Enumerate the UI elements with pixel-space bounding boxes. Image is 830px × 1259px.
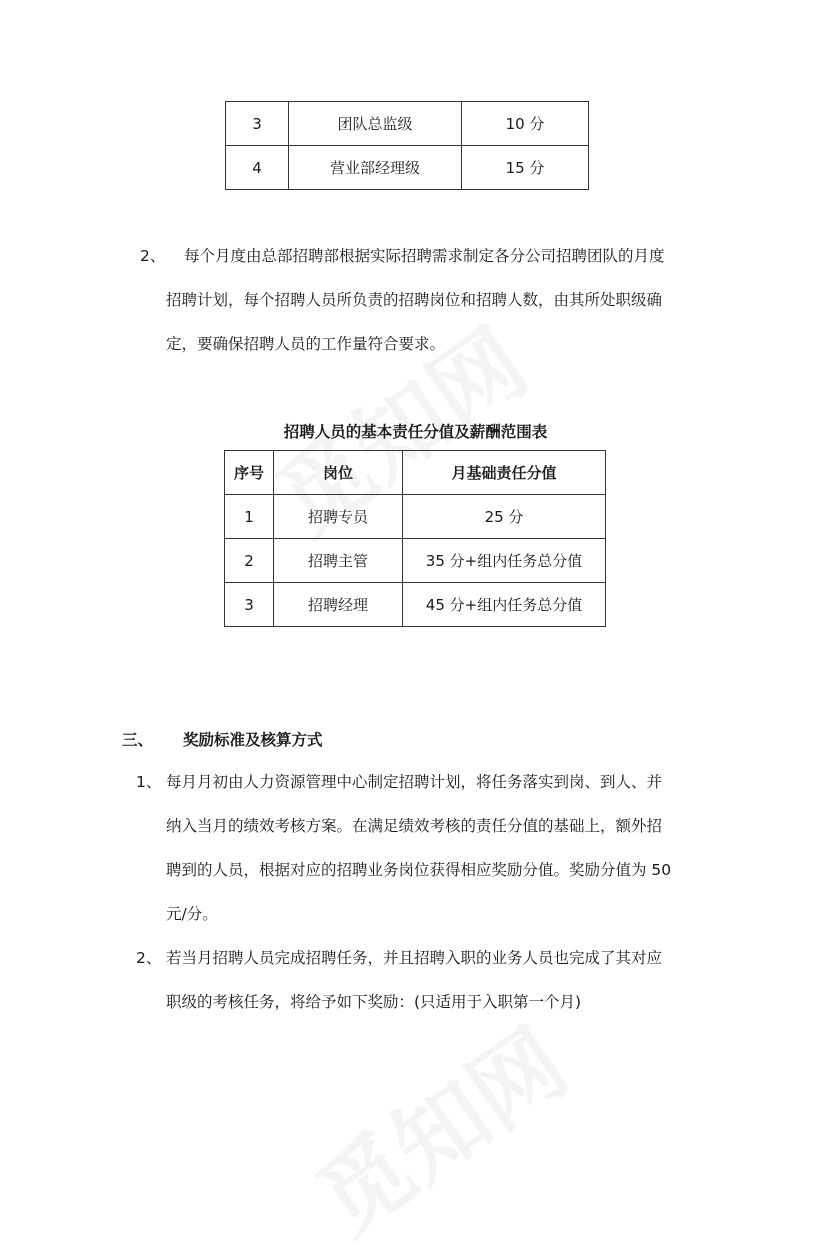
table-cell: 团队总监级: [289, 102, 462, 146]
table-header-cell: 序号: [225, 451, 274, 495]
table-row: [226, 146, 589, 190]
table-cell: 10 分: [462, 102, 589, 146]
table-cell: 35 分+组内任务总分值: [403, 539, 606, 583]
table-cell: 4: [226, 146, 289, 190]
table-cell: 3: [225, 583, 274, 627]
responsibility-score-table: [224, 450, 606, 627]
watermark: [287, 993, 589, 1259]
paragraph-line: 纳入当月的绩效考核方案。在满足绩效考核的责任分值的基础上，额外招: [166, 817, 663, 835]
table-cell: 招聘专员: [274, 495, 403, 539]
table-header-cell: 月基础责任分值: [403, 451, 606, 495]
table-cell: 3: [226, 102, 289, 146]
table-cell: 45 分+组内任务总分值: [403, 583, 606, 627]
table-cell: 15 分: [462, 146, 589, 190]
section-title: 奖励标准及核算方式: [183, 731, 323, 749]
table-cell: 招聘经理: [274, 583, 403, 627]
paragraph-line: 定，要确保招聘人员的工作量符合要求。: [166, 335, 446, 353]
section-number: 三、: [122, 731, 154, 749]
table-row: [225, 539, 606, 583]
paragraph-line: 每个月度由总部招聘部根据实际招聘需求制定各分公司招聘团队的月度: [184, 247, 665, 265]
table-cell: 25 分: [403, 495, 606, 539]
table-row: [226, 102, 589, 146]
table-cell: 2: [225, 539, 274, 583]
paragraph-line: 元/分。: [166, 905, 218, 923]
table-cell: 营业部经理级: [289, 146, 462, 190]
table-header-row: [225, 451, 606, 495]
item-number: 1、: [136, 773, 162, 791]
table-caption: 招聘人员的基本责任分值及薪酬范围表: [283, 423, 548, 441]
paragraph-line: 若当月招聘人员完成招聘任务，并且招聘入职的业务人员也完成了其对应: [166, 949, 663, 967]
table-row: [225, 495, 606, 539]
paragraph-line: 每月月初由人力资源管理中心制定招聘计划，将任务落实到岗、到人、并: [166, 773, 663, 791]
paragraph-line: 职级的考核任务，将给予如下奖励：(只适用于入职第一个月): [166, 993, 582, 1011]
item-number: 2、: [136, 949, 162, 967]
table-cell: 招聘主管: [274, 539, 403, 583]
table-header-cell: 岗位: [274, 451, 403, 495]
table-row: [225, 583, 606, 627]
level-score-table: [225, 101, 589, 190]
table-cell: 1: [225, 495, 274, 539]
paragraph-line: 聘到的人员，根据对应的招聘业务岗位获得相应奖励分值。奖励分值为 50: [166, 861, 672, 879]
paragraph-line: 招聘计划，每个招聘人员所负责的招聘岗位和招聘人数，由其所处职级确: [166, 291, 663, 309]
paragraph-number: 2、: [140, 247, 166, 265]
